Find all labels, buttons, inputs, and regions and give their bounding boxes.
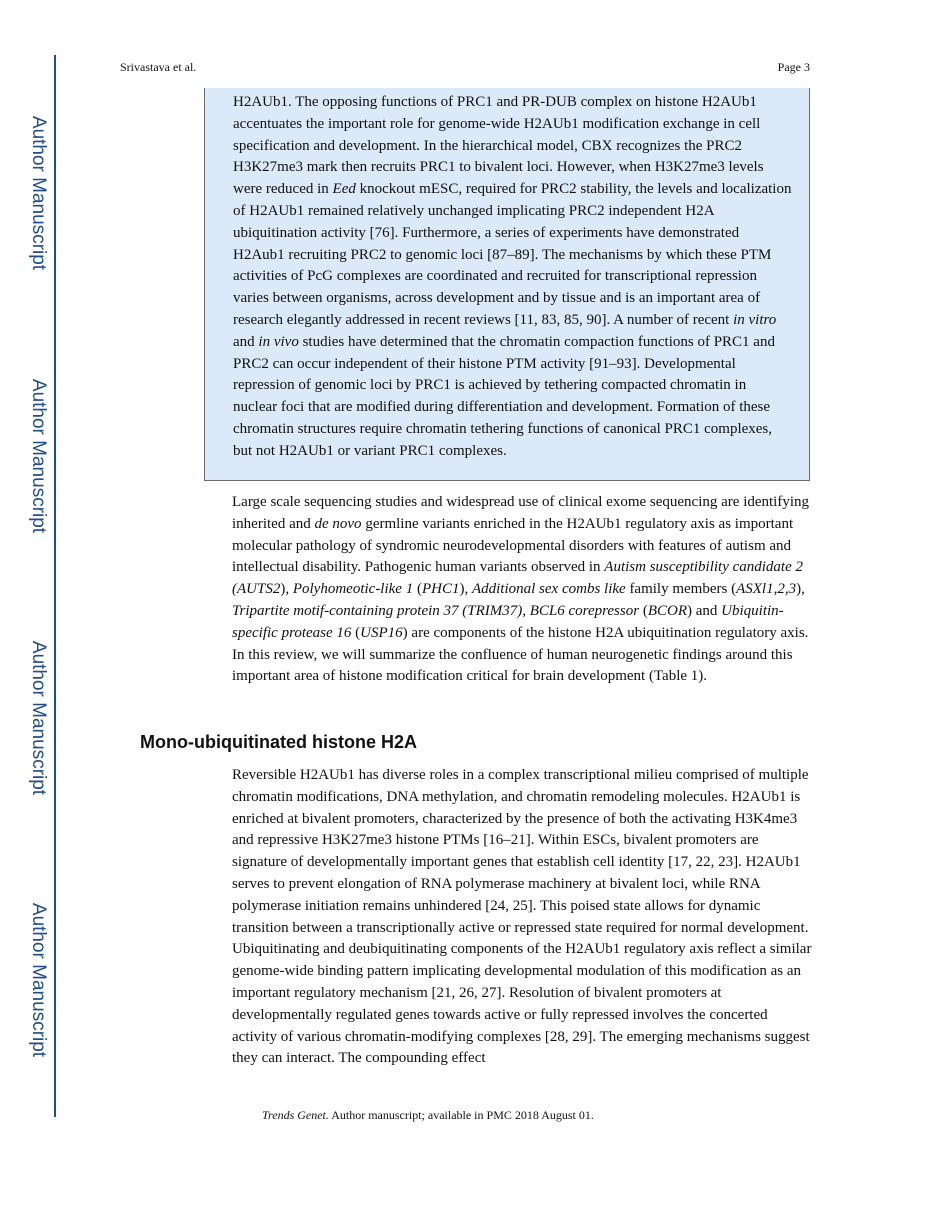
footer-citation: Trends Genet. Author manuscript; available in PMC 2018 August 01.: [262, 1108, 594, 1122]
section-heading: Mono-ubiquitinated histone H2A: [140, 732, 417, 752]
running-header-authors: Srivastava et al.: [120, 60, 197, 74]
box-paragraph: H2AUb1. The opposing functions of PRC1 and PR-DUB complex on histone H2AUb1 accentuates the important role for genome-wide H2AUb1 modification exchange in cell specification and development. In the hierarchical model, CBX recognizes the PRC2 H3K27me3 mark then recruits PRC1 to bivalent loci. However, when H3K27me3 levels were reduced in Eed knockout mESC, required for PRC2 stability, the levels and localization of H2AUb1 remained relatively unchanged implicating PRC2 independent H2A ubiquitination activity [76]. Furthermore, a series of experiments have demonstrated H2Aub1 recruiting PRC2 to genomic loci [87–89]. The mechanisms by which these PTM activities of PcG complexes are coordinated and recruited for transcriptional repression varies between organisms, across development and by tissue and is an important area of research elegantly addressed in recent reviews [11, 83, 85, 90]. A number of recent in vitro and in vivo studies have determined that the chromatin compaction functions of PRC1 and PRC2 can occur independent of their histone PTM activity [91–93]. Developmental repression of genomic loci by PRC1 is achieved by tethering compacted chromatin in nuclear foci that are modified during differentiation and development. Formation of these chromatin structures require chromatin tethering functions of canonical PRC1 complexes, but not H2AUb1 or variant PRC1 complexes.: [233, 94, 792, 459]
page-number: Page 3: [777, 60, 810, 74]
intro-paragraph: Large scale sequencing studies and widespread use of clinical exome sequencing are identifying inherited and de novo germline variants enriched in the H2AUb1 regulatory axis as important molecular pathology of syndromic neurodevelopmental disorders with features of autism and intellectual disability. Pathogenic human variants observed in Autism susceptibility candidate 2 (AUTS2), Polyhomeotic-like 1 (PHC1), Additional sex combs like family members (ASXl1,2,3), Tripartite motif-containing protein 37 (TRIM37), BCL6 corepressor (BCOR) and Ubiquitin-specific protease 16 (USP16) are components of the histone H2A ubiquitination regulatory axis. In this review, we will summarize the confluence of human neurogenetic findings around this important area of histone modification critical for brain development (Table 1).: [232, 494, 810, 685]
sidebar-divider: [54, 55, 56, 1117]
section-paragraph: Reversible H2AUb1 has diverse roles in a complex transcriptional milieu comprised of multiple chromatin modifications, DNA methylation, and chromatin remodeling molecules. H2AUb1 is enriched at bivalent promoters, characterized by the presence of both the activating H3K4me3 and repressive H3K27me3 histone PTMs [16–21]. Within ESCs, bivalent promoters are signature of developmentally important genes that establish cell identity [17, 22, 23]. H2AUb1 serves to prevent elongation of RNA polymerase machinery at bivalent loci, while RNA polymerase initiation remains unhindered [24, 25]. This poised state allows for dynamic transition between a transcriptionally active or repressed state required for normal development. Ubiquitinating and deubiquitinating components of the H2AUb1 regulatory axis reflect a similar genome-wide binding pattern implicating developmental modulation of this modification as an important regulatory mechanism [21, 26, 27]. Resolution of bivalent promoters at developmentally regulated genes towards active or fully repressed involves the concerted activity of various chromatin-modifying complexes [28, 29]. The emerging mechanisms suggest they can interact. The compounding effect: [232, 767, 812, 1067]
text-box: [204, 88, 810, 481]
